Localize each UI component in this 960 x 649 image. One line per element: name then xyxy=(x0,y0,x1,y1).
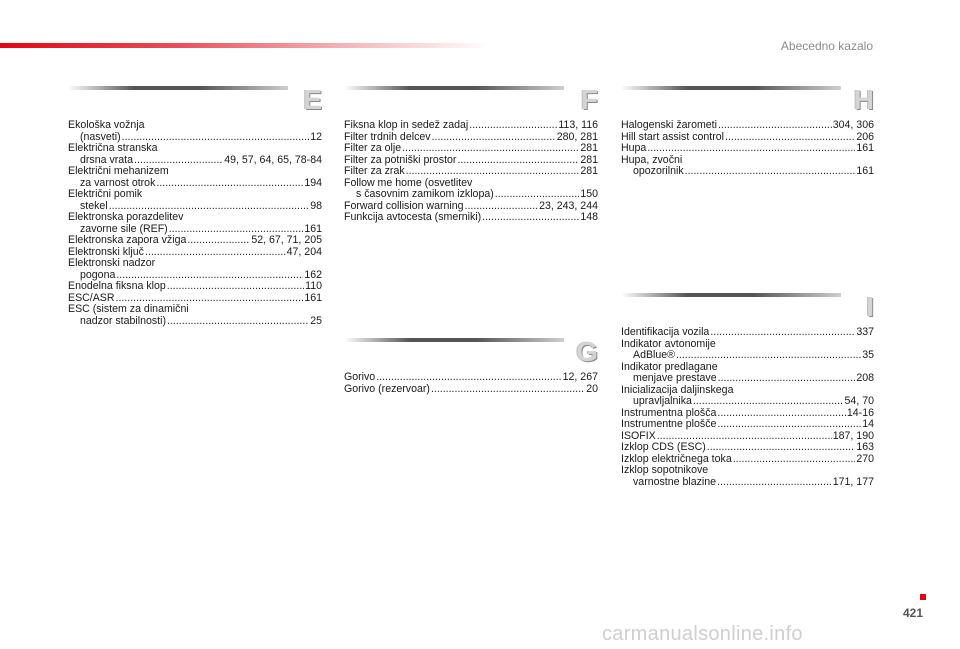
entry-pages: 281 xyxy=(580,142,598,154)
entry-text: opozorilnik xyxy=(633,165,684,177)
entry-text: Instrumentne plošče xyxy=(621,418,717,430)
index-entries xyxy=(621,120,874,178)
entry-text: za varnost otrok xyxy=(80,176,156,189)
leader-dots xyxy=(431,384,585,396)
entry-text: Elektronska porazdelitev xyxy=(68,211,184,223)
index-section-i xyxy=(621,293,874,488)
entry-pages: 281 xyxy=(580,165,598,177)
entry-text: Forward collision warning xyxy=(344,199,464,212)
index-entry xyxy=(344,384,598,396)
section-rule xyxy=(621,86,841,90)
leader-dots xyxy=(718,120,832,132)
section-rule xyxy=(621,293,841,297)
leader-dots xyxy=(733,454,856,466)
section-header xyxy=(344,86,598,116)
entry-term xyxy=(344,384,598,396)
index-section-e xyxy=(68,86,322,327)
leader-dots xyxy=(710,327,855,339)
entry-term xyxy=(68,304,322,316)
entry-text: ESC/ASR xyxy=(68,291,115,304)
entry-text: pogona xyxy=(80,268,116,281)
leader-dots xyxy=(717,408,845,420)
leader-dots xyxy=(167,281,304,293)
leader-dots xyxy=(707,442,856,454)
entry-text: Hupa, zvočni xyxy=(621,153,683,166)
entry-text: Indikator avtonomije xyxy=(621,337,716,350)
index-section-g xyxy=(344,338,598,395)
index-entry xyxy=(621,120,874,132)
entry-pages: 337 xyxy=(856,326,874,338)
index-section-f xyxy=(344,86,598,224)
entry-text: AdBlue® xyxy=(633,349,675,361)
section-rule xyxy=(68,86,288,90)
index-entry xyxy=(344,166,598,178)
entry-pages: 304, 306 xyxy=(832,119,874,131)
index-entry xyxy=(68,143,322,166)
entry-term xyxy=(621,465,874,477)
entry-pages: 161 xyxy=(304,222,322,235)
entry-text: nadzor stabilnosti) xyxy=(80,314,166,327)
page-title: Abecedno kazalo xyxy=(780,39,873,53)
leader-dots xyxy=(717,477,832,489)
entry-text: Električni pomik xyxy=(68,188,143,200)
entry-term xyxy=(344,143,598,155)
entry-pages: 206 xyxy=(856,130,874,143)
watermark: carmanualsonline.info xyxy=(602,623,803,645)
entry-pages: 171, 177 xyxy=(832,475,874,488)
entry-pages: 161 xyxy=(856,165,874,177)
entry-subterm xyxy=(621,396,874,408)
entry-text: Električni mehanizem xyxy=(68,165,169,177)
entry-pages: 54, 70 xyxy=(844,395,874,407)
entry-term xyxy=(621,419,874,431)
entry-text: drsna vrata xyxy=(80,153,133,166)
index-entry xyxy=(68,258,322,281)
leader-dots xyxy=(685,166,856,178)
leader-dots xyxy=(717,419,861,431)
leader-dots xyxy=(482,212,579,224)
leader-dots xyxy=(145,247,286,259)
entry-term xyxy=(68,189,322,201)
leader-dots xyxy=(457,155,579,167)
index-entry xyxy=(621,132,874,144)
index-entry xyxy=(621,155,874,178)
index-entry xyxy=(621,362,874,385)
section-header xyxy=(621,86,874,116)
entry-pages: 23, 243, 244 xyxy=(539,199,598,212)
index-entry xyxy=(621,419,874,431)
index-entry xyxy=(621,143,874,155)
entry-text: Elektronski nadzor xyxy=(68,257,156,269)
page-marker xyxy=(920,594,926,600)
section-letter: G xyxy=(576,336,598,367)
entry-pages: 148 xyxy=(580,211,598,223)
entry-pages: 14-16 xyxy=(846,406,874,419)
leader-dots xyxy=(376,372,561,384)
entry-pages: 194 xyxy=(304,176,322,189)
entry-text: stekel xyxy=(80,199,108,212)
entry-pages: 163 xyxy=(856,441,874,453)
index-entry xyxy=(621,327,874,339)
section-rule xyxy=(344,86,564,90)
entry-pages: 113, 116 xyxy=(558,119,598,131)
entry-pages: 12, 267 xyxy=(562,371,598,383)
index-entry xyxy=(68,235,322,247)
index-section-h xyxy=(621,86,874,178)
entry-term xyxy=(68,120,322,132)
entry-text: Indikator predlagane xyxy=(621,360,718,373)
header-accent-bar xyxy=(0,43,490,48)
entry-text: Izklop sopotnikove xyxy=(621,464,709,476)
index-entry xyxy=(621,442,874,454)
entry-pages: 280, 281 xyxy=(556,130,598,143)
index-entries xyxy=(344,120,598,224)
entry-term xyxy=(68,212,322,224)
section-header xyxy=(344,338,598,368)
entry-text: ESC (sistem za dinamični xyxy=(68,303,189,315)
entry-pages: 20 xyxy=(586,382,598,395)
entry-text: (nasveti) xyxy=(80,130,121,143)
leader-dots xyxy=(406,166,580,178)
entry-text: Električna stranska xyxy=(68,142,158,154)
entry-text: Identifikacija vozila xyxy=(621,326,710,338)
index-entry xyxy=(68,212,322,235)
index-entry xyxy=(68,166,322,189)
index-entry xyxy=(68,281,322,293)
leader-dots xyxy=(187,235,250,247)
entry-text: Gorivo (rezervoar) xyxy=(344,382,430,395)
leader-dots xyxy=(469,120,557,132)
leader-dots xyxy=(647,143,855,155)
entry-text: Enodelna fiksna klop xyxy=(68,280,166,292)
entry-text: Filter za olje xyxy=(344,142,402,154)
leader-dots xyxy=(718,373,856,385)
entry-text: zavorne sile (REF) xyxy=(80,222,168,235)
entry-text: s časovnim zamikom izklopa) xyxy=(356,188,494,200)
entry-pages: 98 xyxy=(310,199,322,212)
index-entry xyxy=(68,304,322,327)
entry-text: Elektronski ključ xyxy=(68,245,144,258)
leader-dots xyxy=(495,189,580,201)
entry-text: ISOFIX xyxy=(621,429,656,442)
entry-term xyxy=(621,327,874,339)
entry-text: Filter za zrak xyxy=(344,165,405,177)
leader-dots xyxy=(725,132,855,144)
entry-pages: 47, 204 xyxy=(286,245,322,258)
entry-subterm xyxy=(621,350,874,362)
entry-pages: 14 xyxy=(862,418,874,430)
entry-term xyxy=(344,212,598,224)
section-header xyxy=(621,293,874,323)
entry-text: Follow me home (osvetlitev xyxy=(344,176,473,189)
index-entries xyxy=(68,120,322,327)
entry-pages: 187, 190 xyxy=(832,429,874,442)
index-entry xyxy=(344,120,598,132)
index-entries xyxy=(621,327,874,488)
entry-text: Hill start assist control xyxy=(621,130,725,143)
leader-dots xyxy=(432,132,556,144)
entry-subterm xyxy=(621,166,874,178)
entry-text: Filter trdnih delcev xyxy=(344,130,431,143)
entry-text: varnostne blazine xyxy=(633,475,717,488)
index-entries xyxy=(344,372,598,395)
entry-pages: 12 xyxy=(310,130,322,143)
index-entry xyxy=(68,189,322,212)
index-entry xyxy=(344,178,598,201)
entry-text: Izklop CDS (ESC) xyxy=(621,441,706,453)
entry-text: upravljalnika xyxy=(633,395,692,407)
section-letter: I xyxy=(866,291,874,322)
leader-dots xyxy=(693,396,844,408)
entry-pages: 161 xyxy=(856,142,874,154)
leader-dots xyxy=(156,178,303,190)
section-header xyxy=(68,86,322,116)
entry-subterm xyxy=(68,316,322,328)
entry-pages: 150 xyxy=(580,188,598,200)
entry-term xyxy=(68,166,322,178)
entry-subterm xyxy=(344,189,598,201)
entry-term xyxy=(344,372,598,384)
entry-term xyxy=(68,281,322,293)
leader-dots xyxy=(402,143,579,155)
entry-term xyxy=(344,166,598,178)
entry-term xyxy=(621,132,874,144)
entry-text: Inicializacija daljinskega xyxy=(621,383,734,396)
leader-dots xyxy=(167,316,309,328)
index-entry xyxy=(621,465,874,488)
section-letter: F xyxy=(580,84,598,115)
entry-pages: 281 xyxy=(580,153,598,166)
entry-pages: 52, 67, 71, 205 xyxy=(251,234,322,246)
index-entry xyxy=(621,385,874,408)
section-rule xyxy=(344,338,564,342)
entry-term xyxy=(68,235,322,247)
entry-pages: 208 xyxy=(856,372,874,384)
entry-text: Elektronska zapora vžiga xyxy=(68,234,187,246)
entry-text: Izklop električnega toka xyxy=(621,452,732,465)
entry-term xyxy=(68,143,322,155)
entry-text: Filter za potniški prostor xyxy=(344,153,457,166)
index-entry xyxy=(621,339,874,362)
section-letter: E xyxy=(303,84,322,115)
entry-term xyxy=(68,258,322,270)
entry-pages: 25 xyxy=(310,314,322,327)
entry-subterm xyxy=(621,477,874,489)
entry-term xyxy=(621,120,874,132)
leader-dots xyxy=(676,350,861,362)
entry-term xyxy=(621,442,874,454)
entry-pages: 270 xyxy=(856,452,874,465)
entry-pages: 49, 57, 64, 65, 78-84 xyxy=(224,153,322,166)
index-entry xyxy=(344,212,598,224)
entry-term xyxy=(344,120,598,132)
entry-text: menjave prestave xyxy=(633,372,717,384)
entry-text: Gorivo xyxy=(344,371,376,383)
page-number: 421 xyxy=(903,606,924,620)
entry-pages: 35 xyxy=(862,349,874,361)
entry-term xyxy=(621,143,874,155)
entry-subterm xyxy=(621,373,874,385)
index-entry xyxy=(68,120,322,143)
entry-text: Halogenski žarometi xyxy=(621,119,717,131)
entry-text: Funkcija avtocesta (smerniki) xyxy=(344,211,482,223)
index-entry xyxy=(344,372,598,384)
entry-text: Instrumentna plošča xyxy=(621,406,717,419)
section-letter: H xyxy=(853,84,874,115)
entry-pages: 110 xyxy=(305,280,322,292)
entry-pages: 161 xyxy=(304,291,322,304)
index-entry xyxy=(344,143,598,155)
entry-text: Ekološka vožnja xyxy=(68,119,145,131)
entry-pages: 162 xyxy=(304,268,322,281)
entry-text: Hupa xyxy=(621,142,647,154)
entry-text: Fiksna klop in sedež zadaj xyxy=(344,119,469,131)
